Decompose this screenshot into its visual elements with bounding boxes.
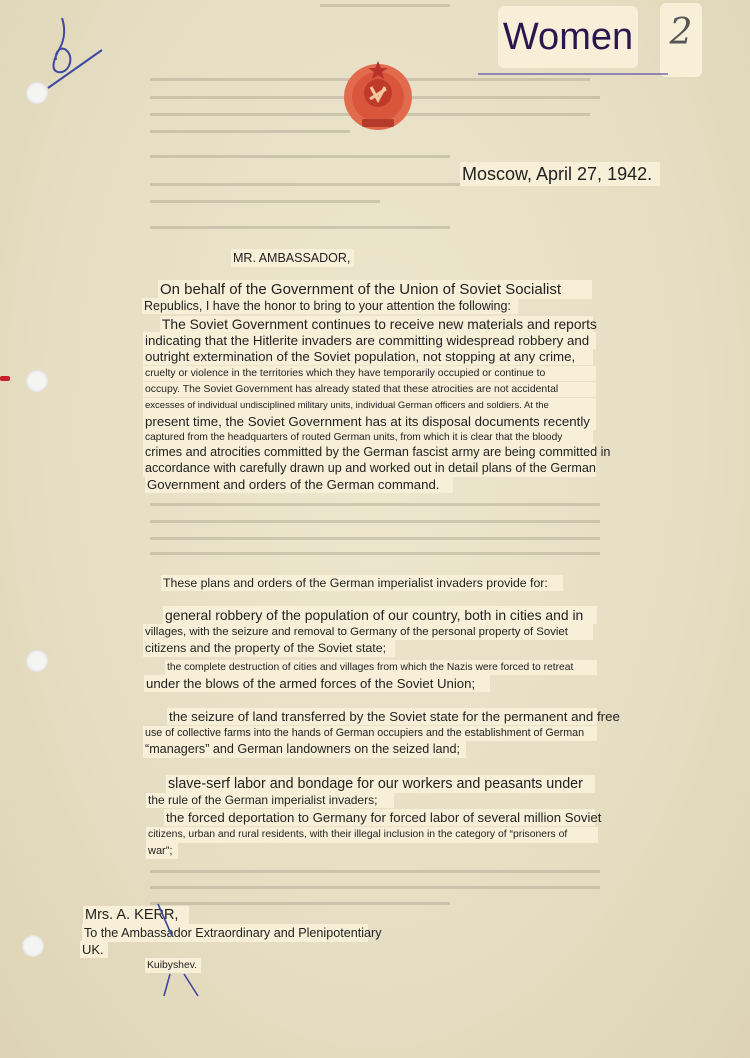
handwritten-mark <box>150 900 210 1000</box>
list-item-line: the rule of the German imperialist invaders; <box>146 793 394 808</box>
paragraph-line: accordance with carefully drawn up and worked out in detail plans of the German <box>145 461 596 475</box>
list-item-line: war”; <box>146 843 178 859</box>
salutation: MR. AMBASSADOR, <box>231 249 354 267</box>
list-item-line: the seizure of land transferred by the Soviet state for the permanent and free <box>169 709 620 724</box>
paragraph-line: crimes and atrocities committed by the German fascist army are being committed in <box>145 445 611 459</box>
list-item-line: under the blows of the armed forces of the Soviet Union; <box>144 675 490 692</box>
punch-hole <box>26 650 48 672</box>
dateline: Moscow, April 27, 1942. <box>460 162 660 186</box>
list-item-line: the forced deportation to Germany for forced labor of several million Soviet <box>166 810 602 825</box>
paragraph-line: excesses of individual undisciplined military units, individual German officers and soldiers. At the <box>143 398 596 413</box>
list-item-line: citizens, urban and rural residents, with their illegal inclusion in the category of “prisoners of <box>146 827 598 843</box>
list-item-line: citizens and the property of the Soviet state; <box>143 640 395 657</box>
addressee-name: Mrs. A. KERR, <box>83 906 189 925</box>
paragraph-line: The Soviet Government continues to receive new materials and reports <box>162 317 597 332</box>
coat-of-arms-emblem <box>340 55 416 135</box>
stamp-number: 2 <box>660 3 702 77</box>
addressee-city: Kuibyshev. <box>145 958 201 973</box>
paragraph-line: cruelty or violence in the territories which they have temporarily occupied or continue to <box>143 366 596 381</box>
list-intro: These plans and orders of the German imperialist invaders provide for: <box>161 575 563 591</box>
list-item-line: general robbery of the population of our country, both in cities and in <box>163 606 597 624</box>
list-item-line: the complete destruction of cities and villages from which the Nazis were forced to retreat <box>165 660 597 675</box>
paragraph-line: outright extermination of the Soviet population, not stopping at any crime, <box>143 348 593 365</box>
stamp-word: Women <box>498 6 638 68</box>
paragraph-line: Government and orders of the German command. <box>145 476 453 493</box>
paragraph-line: indicating that the Hitlerite invaders are committing widespread robbery and <box>143 332 596 349</box>
paragraph-line: captured from the headquarters of routed German units, from which it is clear that the bloody <box>143 430 593 445</box>
addressee-title: To the Ambassador Extraordinary and Plenipotentiary <box>84 926 382 940</box>
paragraph-line: occupy. The Soviet Government has already stated that these atrocities are not accidental <box>143 382 596 397</box>
list-item-line: slave-serf labor and bondage for our workers and peasants under <box>166 775 595 793</box>
list-item-line: “managers” and German landowners on the seized land; <box>143 741 466 758</box>
punch-hole <box>26 370 48 392</box>
intro-line: Republics, I have the honor to bring to your attention the following: <box>142 298 518 314</box>
punch-hole <box>22 935 44 957</box>
handwritten-mark <box>40 10 120 100</box>
list-item-line: use of collective farms into the hands of German occupiers and the establishment of German <box>143 726 597 741</box>
intro-line: On behalf of the Government of the Union of Soviet Socialist <box>158 280 592 299</box>
addressee-country: UK. <box>80 941 108 958</box>
stamp-underline <box>478 73 668 75</box>
paragraph-line: present time, the Soviet Government has at its disposal documents recently <box>143 413 596 430</box>
list-item-line: villages, with the seizure and removal to Germany of the personal property of Soviet <box>143 624 593 640</box>
red-mark <box>0 376 10 381</box>
